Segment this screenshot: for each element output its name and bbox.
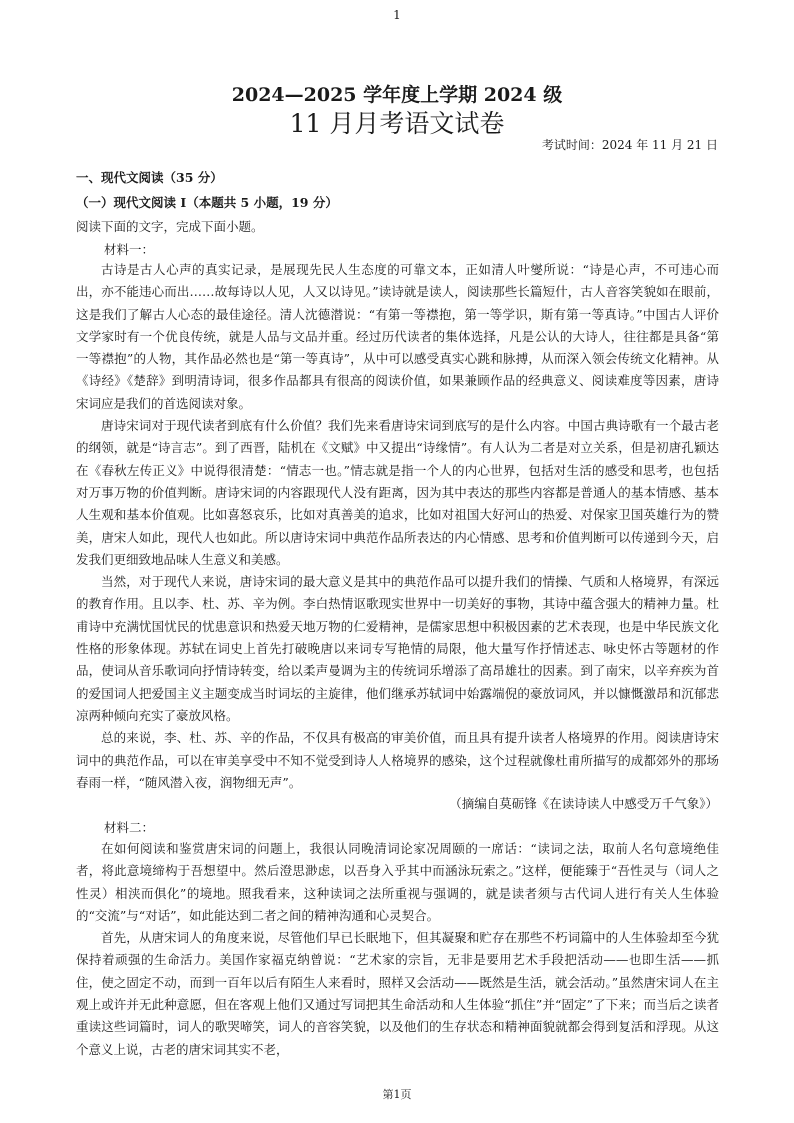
footer-page-label: 第1页 bbox=[382, 1088, 412, 1101]
top-page-number: 1 bbox=[393, 8, 401, 22]
material2-label: 材料二： bbox=[104, 820, 155, 835]
exam-title-line2: 11 月月考语文试卷 bbox=[289, 109, 505, 138]
material1-label: 材料一： bbox=[104, 242, 155, 257]
reading-instruction: 阅读下面的文字，完成下面小题。 bbox=[76, 219, 264, 234]
exam-title-line1: 2024—2025 学年度上学期 2024 级 bbox=[231, 84, 563, 106]
material1-paragraph: 当然，对于现代人来说，唐诗宋词的最大意义是其中的典范作品可以提升我们的情操、气质和人格境界，有深远的教育作用。且以李、杜、苏、辛为例。李白热情讴歌现实世界中一切美好的事物，其诗中蕴含强大的精神力量。杜甫诗中充满忧国忧民的忧患意识和热爱天地万物的仁爱精神，是儒家思想中积极因素的艺术表现，也是中华民族文化性格的形象体现。苏轼在词史上首先打破晚唐以来词专写艳情的局限，他大量写作抒情述志、咏史怀古等题材的作品，使词从音乐歌词向抒情诗转变，给以柔声曼调为主的传统词乐增添了高昂雄壮的因素。到了南宋，以辛弃疾为首的爱国词人把爱国主义主题变成当时词坛的主旋律，他们继承苏轼词中始露端倪的豪放词风，并以慷慨激昂和沉郁悲凉两种倾向充实了豪放风格。 bbox=[76, 574, 719, 723]
material1-paragraph: 唐诗宋词对于现代读者到底有什么价值？我们先来看唐诗宋词到底写的是什么内容。中国古典诗歌有一个最古老的纲领，就是“诗言志”。到了西晋，陆机在《文赋》中又提出“诗缘情”。有人认为二者是对立关系，但是初唐孔颖达在《春秋左传正义》中说得很清楚：“情志一也。”情志就是指一个人的内心世界，包括对生活的感受和思考，也包括对万事万物的价值判断。唐诗宋词的内容跟现代人没有距离，因为其中表达的那些内容都是普通人的基本情感、基本人生观和基本价值观。比如喜怒哀乐，比如对真善美的追求，比如对祖国大好河山的热爱、对保家卫国英雄行为的赞美，唐宋人如此，现代人也如此。所以唐诗宋词中典范作品所表达的内心情感、思考和价值判断可以传递到今天，启发我们更细致地品味人生意义和美感。 bbox=[76, 418, 719, 567]
exam-date: 考试时间：2024 年 11 月 21 日 bbox=[541, 138, 718, 152]
material2-paragraph: 在如何阅读和鉴赏唐宋词的问题上，我很认同晚清词论家况周颐的一席话：“读词之法，取前人名句意境绝佳者，将此意境缔构于吾想望中。然后澄思渺虑，以吾身入乎其中而涵泳玩索之。”这样，便能臻于“吾性灵与（词人之性灵）相浃而俱化”的境地。照我看来，这种读词之法所重视与强调的，就是读者须与古代词人进行有关人生体验的“交流”与“对话”，如此能达到二者之间的精神沟通和心灵契合。 bbox=[76, 841, 719, 923]
subsection-heading: （一）现代文阅读 I（本题共 5 小题，19 分） bbox=[76, 195, 338, 210]
material1-body bbox=[76, 259, 719, 794]
material1-paragraph: 总的来说，李、杜、苏、辛的作品，不仅具有极高的审美价值，而且具有提升读者人格境界的作用。阅读唐诗宋词中的典范作品，可以在审美享受中不知不觉受到诗人人格境界的感染，这个过程就像杜甫所描写的成都郊外的那场春雨一样，“随风潜入夜，润物细无声”。 bbox=[76, 730, 719, 790]
material2-body bbox=[76, 838, 719, 1061]
material1-paragraph: 古诗是古人心声的真实记录，是展现先民人生态度的可靠文本，正如清人叶燮所说：“诗是心声，不可违心而出，亦不能违心而出……故每诗以人见，人又以诗见。”读诗就是读人，阅读那些长篇短什，古人音容笑貌如在眼前，这是我们了解古人心态的最佳途径。清人沈德潜说：“有第一等襟抱，第一等学识，斯有第一等真诗。”中国古人评价文学家时有一个优良传统，就是人品与文品并重。经过历代读者的集体选择，凡是公认的大诗人，往往都是具备“第一等襟抱”的人物，其作品必然也是“第一等真诗”，从中可以感受真实心跳和脉搏，从而深入领会传统文化精神。从《诗经》《楚辞》到明清诗词，很多作品都具有很高的阅读价值，如果兼顾作品的经典意义、阅读难度等因素，唐诗宋词应是我们的首选阅读对象。 bbox=[76, 262, 719, 411]
material1-source: （摘编自莫砺锋《在读诗读人中感受万千气象》） bbox=[449, 796, 718, 811]
material2-paragraph: 首先，从唐宋词人的角度来说，尽管他们早已长眠地下，但其凝聚和贮存在那些不朽词篇中的人生体验却至今犹保持着顽强的生命活力。美国作家福克纳曾说：“艺术家的宗旨，无非是要用艺术手段把活动——也即生活——抓住，使之固定不动，而到一百年以后有陌生人来看时，照样又会活动——既然是生活，就会活动。”虽然唐宋词人在主观上或许并无此种意愿，但在客观上他们又通过写词把其生命活动和人生体验“抓住”并“固定”了下来；而当后之读者重读这些词篇时，词人的歌哭啼笑，词人的音容笑貌，以及他们的生存状态和精神面貌就都会得到复活和浮现。从这个意义上说，古老的唐宋词其实不老， bbox=[76, 930, 719, 1057]
section-heading: 一、现代文阅读（35 分） bbox=[76, 170, 223, 185]
